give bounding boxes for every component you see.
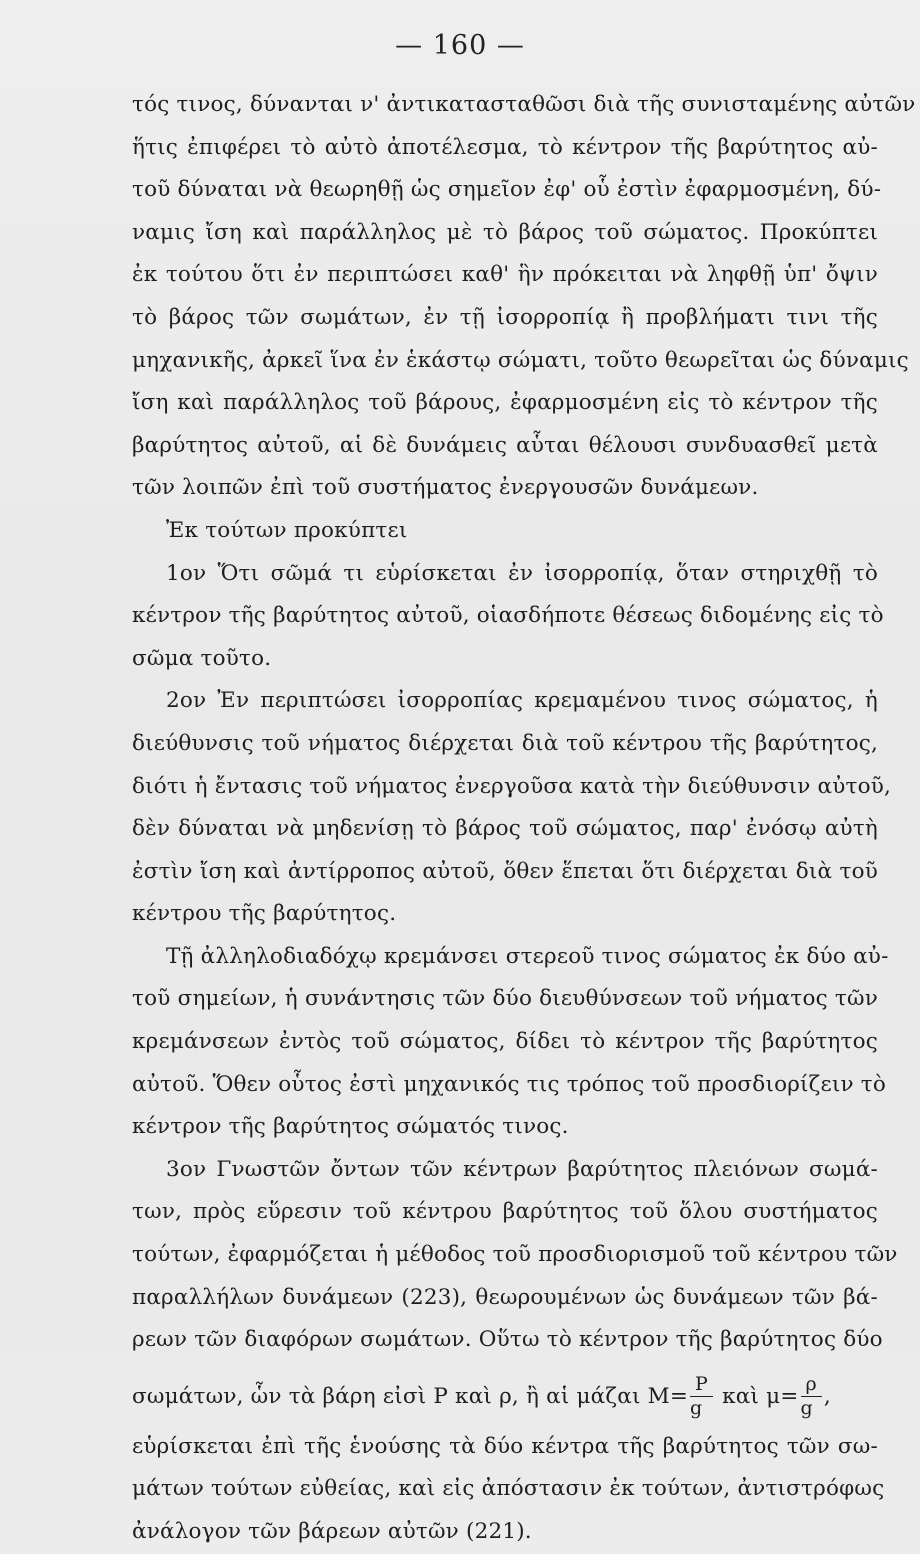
text-line: ἐκ τούτου ὅτι ἐν περιπτώσει καθ' ἣν πρόκειται νὰ ληφθῇ ὑπ' ὄψιν (132, 262, 878, 288)
text-line: κέντρον τῆς βαρύτητος αὐτοῦ, οἱασδήποτε θέσεως διδομένης εἰς τὸ (132, 603, 884, 629)
text-line: διότι ἡ ἔντασις τοῦ νήματος ἐνεργοῦσα κατὰ τὴν διεύθυνσιν αὐτοῦ, (132, 773, 892, 799)
formula-mid: καὶ μ= (722, 1383, 799, 1409)
text-line: τοῦ σημείων, ἡ συνάντησις τῶν δύο διευθύνσεων τοῦ νήματος τῶν (132, 986, 878, 1012)
fraction-numerator: ρ (801, 1375, 822, 1397)
text-line: 3ον Γνωστῶν ὄντων τῶν κέντρων βαρύτητος πλειόνων σωμά- (166, 1156, 878, 1182)
formula-tail: , (823, 1383, 831, 1409)
text-line: τοῦ δύναται νὰ θεωρηθῇ ὡς σημεῖον ἐφ' οὗ ἐστὶν ἐφαρμοσμένη, δύ- (132, 177, 882, 203)
text-line: ρεων τῶν διαφόρων σωμάτων. Οὕτω τὸ κέντρον τῆς βαρύτητος δύο (132, 1327, 883, 1353)
formula-line (132, 1368, 878, 1426)
text-line: μάτων τούτων εὐθείας, καὶ εἰς ἀπόστασιν ἐκ τούτων, ἀντιστρόφως (132, 1476, 885, 1502)
fraction-rho-over-g (801, 1375, 822, 1418)
text-line: ἐστὶν ἴση καὶ ἀντίρροπος αὐτοῦ, ὅθεν ἕπεται ὅτι διέρχεται διὰ τοῦ (132, 858, 878, 884)
fraction-numerator: P (690, 1375, 713, 1397)
text-line: σῶμα τοῦτο. (132, 645, 272, 671)
text-line: εὑρίσκεται ἐπὶ τῆς ἑνούσης τὰ δύο κέντρα τῆς βαρύτητος τῶν σω- (132, 1433, 878, 1459)
formula-lead: σωμάτων, ὧν τὰ βάρη εἰσὶ P καὶ ρ, ἢ αἱ μάζαι M= (132, 1383, 689, 1409)
text-line: κέντρου τῆς βαρύτητος. (132, 901, 397, 927)
text-line: δὲν δύναται νὰ μηδενίσῃ τὸ βάρος τοῦ σώματος, παρ' ἐνόσῳ αὐτὴ (132, 816, 878, 842)
text-line: 2ον Ἐν περιπτώσει ἰσορροπίας κρεμαμένου τινος σώματος, ἡ (166, 688, 878, 714)
text-line: βαρύτητος αὐτοῦ, αἱ δὲ δυνάμεις αὗται θέλουσι συνδυασθεῖ μετὰ (132, 432, 878, 458)
body-text (132, 84, 916, 1554)
text-line: τῶν λοιπῶν ἐπὶ τοῦ συστήματος ἐνεργουσῶν δυνάμεων. (132, 475, 759, 501)
text-line: ἥτις ἐπιφέρει τὸ αὐτὸ ἀποτέλεσμα, τὸ κέντρον τῆς βαρύτητος αὐ- (132, 134, 878, 160)
page-number: — 160 — (395, 30, 525, 61)
text-line: ἴση καὶ παράλληλος τοῦ βάρους, ἐφαρμοσμένη εἰς τὸ κέντρον τῆς (132, 390, 878, 416)
text-line: ἀνάλογον τῶν βάρεων αὐτῶν (221). (132, 1519, 532, 1544)
text-line: Ἐκ τούτων προκύπτει (166, 517, 408, 543)
fraction-denominator: g (690, 1397, 703, 1420)
text-line: 1ον Ὅτι σῶμά τι εὑρίσκεται ἐν ἰσορροπίᾳ, ὅταν στηριχθῇ τὸ (166, 560, 878, 586)
text-line: διεύθυνσις τοῦ νήματος διέρχεται διὰ τοῦ κέντρου τῆς βαρύτητος, (132, 730, 878, 756)
text-line: τὸ βάρος τῶν σωμάτων, ἐν τῇ ἰσορροπίᾳ ἢ προβλήματι τινι τῆς (132, 304, 878, 330)
text-line: μηχανικῆς, ἀρκεῖ ἵνα ἐν ἑκάστῳ σώματι, τοῦτο θεωρεῖται ὡς δύναμις (132, 347, 909, 373)
text-line: αὐτοῦ. Ὅθεν οὗτος ἐστὶ μηχανικός τις τρόπος τοῦ προσδιορίζειν τὸ (132, 1071, 887, 1097)
fraction-p-over-g (690, 1375, 713, 1418)
text-line: ναμις ἴση καὶ παράλληλος μὲ τὸ βάρος τοῦ σώματος. Προκύπτει (132, 219, 878, 245)
text-line: τός τινος, δύνανται ν' ἀντικατασταθῶσι διὰ τῆς συνισταμένης αὐτῶν (132, 92, 916, 117)
text-line: παραλλήλων δυνάμεων (223), θεωρουμένων ὡς δυνάμεων τῶν βά- (132, 1284, 878, 1310)
text-line: των, πρὸς εὕρεσιν τοῦ κέντρου βαρύτητος τοῦ ὅλου συστήματος (132, 1199, 878, 1225)
text-line: τούτων, ἐφαρμόζεται ἡ μέθοδος τοῦ προσδιορισμοῦ τοῦ κέντρου τῶν (132, 1242, 898, 1268)
text-line: κέντρον τῆς βαρύτητος σώματός τινος. (132, 1114, 569, 1140)
text-line: κρεμάνσεων ἐντὸς τοῦ σώματος, δίδει τὸ κέντρον τῆς βαρύτητος (132, 1029, 878, 1055)
text-line: Τῇ ἀλληλοδιαδόχῳ κρεμάνσει στερεοῦ τινος σώματος ἐκ δύο αὐ- (166, 943, 889, 969)
fraction-denominator: g (800, 1397, 813, 1420)
